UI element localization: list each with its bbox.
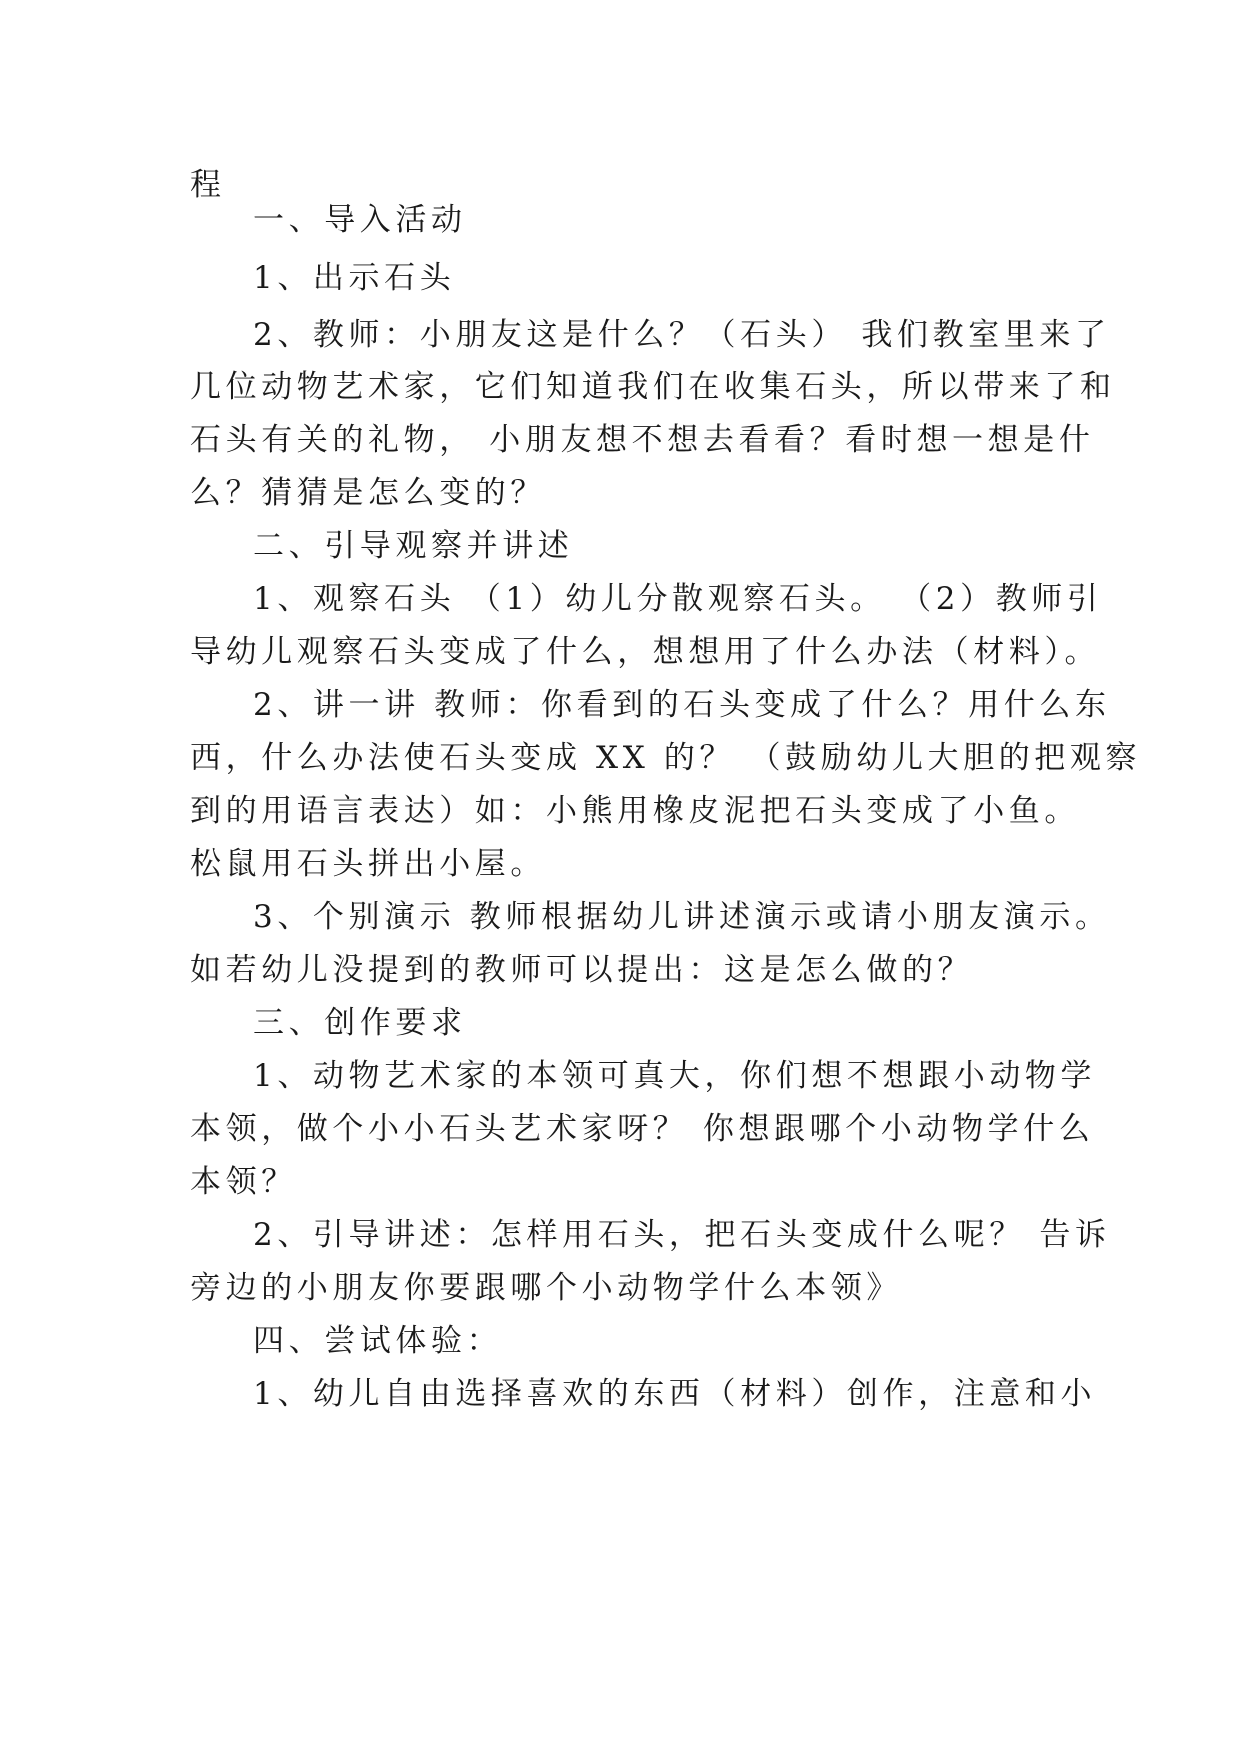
paragraph-line: 2、引导讲述：怎样用石头，把石头变成什么呢？ 告诉 xyxy=(253,1217,1111,1253)
section-heading-creation: 三、创作要求 xyxy=(253,1005,467,1041)
paragraph-line: 3、个别演示 教师根据幼儿讲述演示或请小朋友演示。 xyxy=(253,899,1111,935)
paragraph-line: 几位动物艺术家，它们知道我们在收集石头，所以带来了和 xyxy=(190,369,1116,405)
section-heading-observe: 二、引导观察并讲述 xyxy=(253,528,574,564)
section-heading-intro: 一、导入活动 xyxy=(253,202,467,238)
paragraph-line: 2、讲一讲 教师：你看到的石头变成了什么？用什么东 xyxy=(253,687,1111,723)
paragraph-line: 么？猜猜是怎么变的？ xyxy=(190,475,546,511)
paragraph-line: 2、教师：小朋友这是什么？（石头） 我们教室里来了 xyxy=(253,317,1111,353)
paragraph-line: 1、幼儿自由选择喜欢的东西（材料）创作，注意和小 xyxy=(253,1376,1097,1412)
paragraph-line: 导幼儿观察石头变成了什么，想想用了什么办法（材料）。 xyxy=(190,634,1101,670)
paragraph-line: 如若幼儿没提到的教师可以提出：这是怎么做的？ xyxy=(190,952,974,988)
paragraph-line: 1、动物艺术家的本领可真大，你们想不想跟小动物学 xyxy=(253,1058,1097,1094)
paragraph-line: 本领，做个小小石头艺术家呀？ 你想跟哪个小动物学什么 xyxy=(190,1111,1095,1147)
text-line-step: 1、出示石头 xyxy=(253,260,456,296)
paragraph-line: 西，什么办法使石头变成 XX 的？ （鼓励幼儿大胆的把观察 xyxy=(190,740,1142,776)
paragraph-line: 石头有关的礼物， 小朋友想不想去看看？看时想一想是什 xyxy=(190,422,1095,458)
text-line-continuation: 程 xyxy=(190,167,226,203)
paragraph-line: 松鼠用石头拼出小屋。 xyxy=(190,846,546,882)
paragraph-line: 到的用语言表达）如：小熊用橡皮泥把石头变成了小鱼。 xyxy=(190,793,1080,829)
paragraph-line: 1、观察石头 （1）幼儿分散观察石头。 （2）教师引 xyxy=(253,581,1103,617)
section-heading-experience: 四、尝试体验： xyxy=(253,1323,503,1359)
paragraph-line: 本领？ xyxy=(190,1164,297,1200)
paragraph-line: 旁边的小朋友你要跟哪个小动物学什么本领》 xyxy=(190,1270,902,1306)
